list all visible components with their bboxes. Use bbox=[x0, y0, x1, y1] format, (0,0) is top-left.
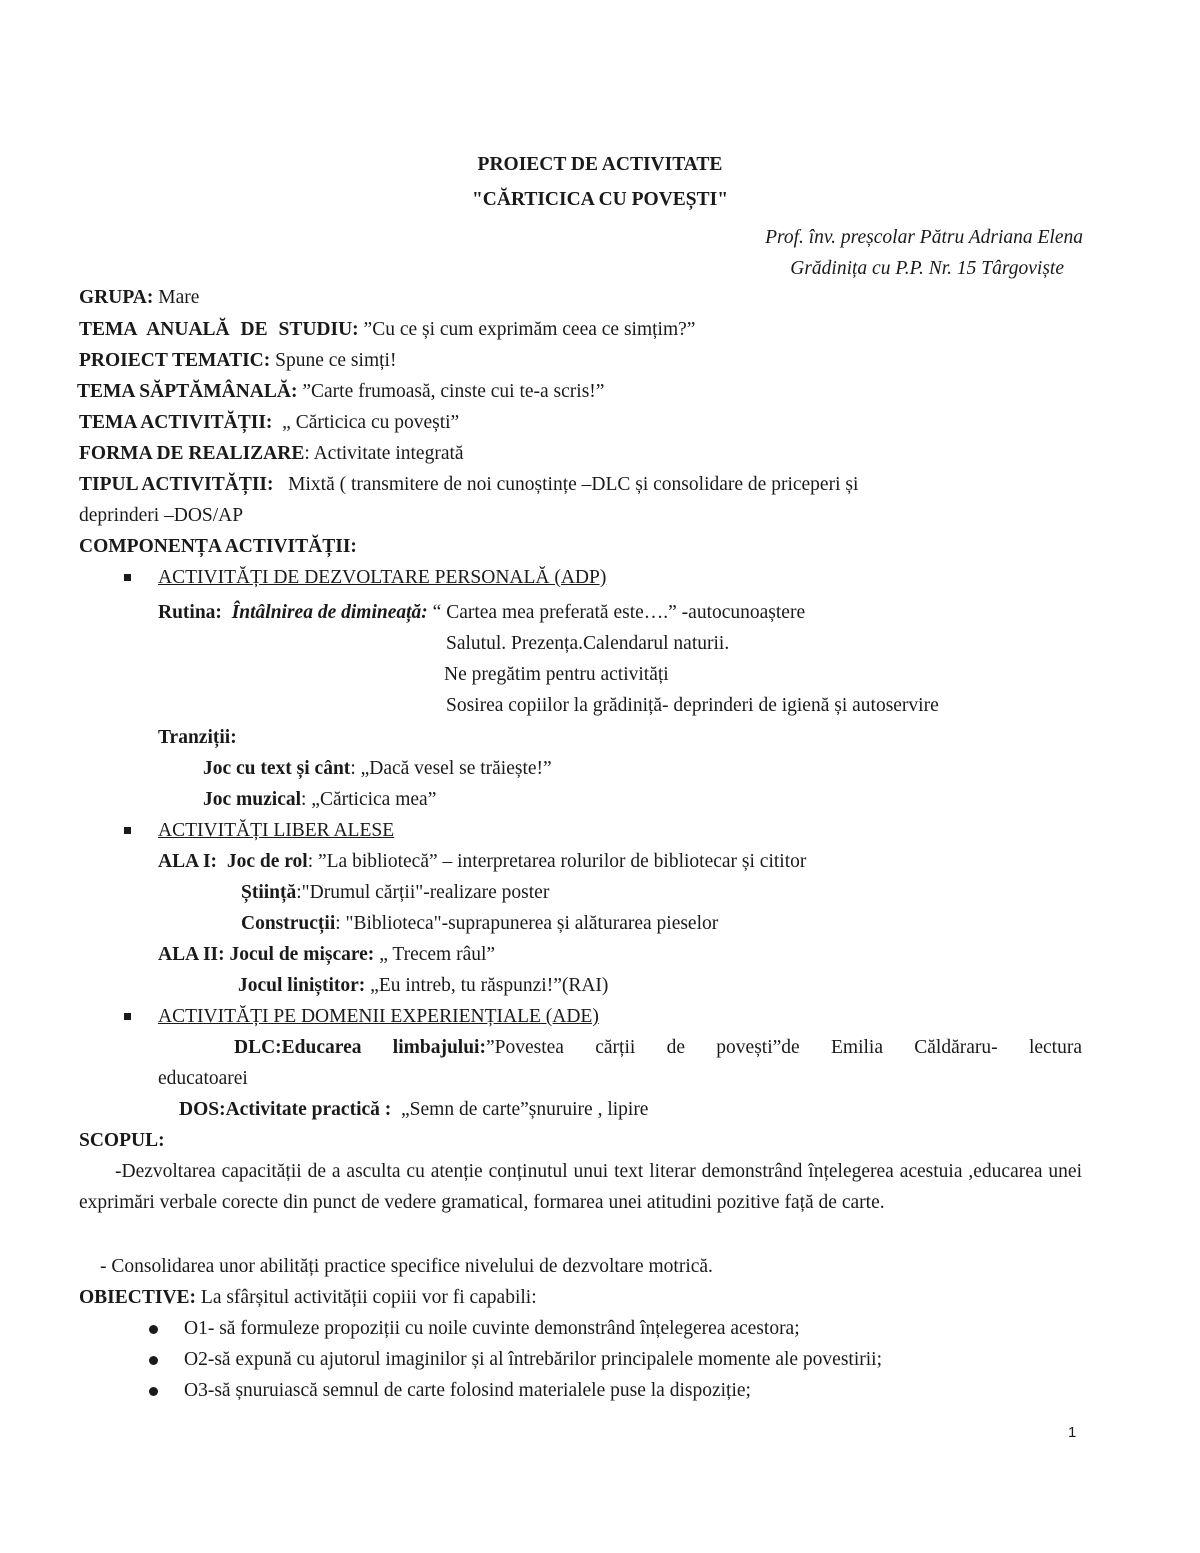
field-tipul-activitatii: TIPUL ACTIVITĂȚII: Mixtă ( transmitere de noi cunoștințe –DLC și consolidare de priceperi și bbox=[79, 474, 859, 495]
adp-rutina-line-4: Sosirea copiilor la grădiniță- deprinderi de igienă și autoservire bbox=[446, 695, 939, 716]
ala-1-joc-de-rol: ALA I: Joc de rol: ”La bibliotecă” – interpretarea rolurilor de bibliotecar și cititor bbox=[158, 851, 807, 872]
objective-item: O1- să formuleze propoziții cu noile cuvinte demonstrând înțelegerea acestora; bbox=[184, 1318, 800, 1339]
field-tipul-continuation: deprinderi –DOS/AP bbox=[79, 505, 244, 526]
ala-2-miscare: ALA II: Jocul de mișcare: „ Trecem râul” bbox=[158, 944, 496, 965]
adp-tranzitie-2: Joc muzical: „Cărticica mea” bbox=[203, 789, 437, 810]
ade-dos: DOS:Activitate practică : „Semn de carte”șnuruire , lipire bbox=[179, 1099, 649, 1120]
square-bullet-icon bbox=[124, 574, 131, 581]
objective-item: O3-să șnuruiască semnul de carte folosind materialele puse la dispoziție; bbox=[184, 1380, 751, 1401]
ala-1-stiinta: Știință:"Drumul cărții"-realizare poster bbox=[241, 882, 550, 903]
ade-dlc-continuation: educatoarei bbox=[158, 1068, 248, 1089]
obiective-label: OBIECTIVE: La sfârșitul activității copiii vor fi capabili: bbox=[79, 1287, 537, 1308]
author-name: Prof. înv. preșcolar Pătru Adriana Elena bbox=[765, 227, 1083, 248]
ade-dlc: DLC:Educarea limbajului:”Povestea cărții de povești”de Emilia Căldăraru- lectura bbox=[234, 1037, 1082, 1058]
adp-rutina-line-2: Salutul. Prezența.Calendarul naturii. bbox=[446, 633, 730, 654]
ala-2-linistitor: Jocul liniștitor: „Eu intreb, tu răspunzi!”(RAI) bbox=[238, 975, 609, 996]
section-ade-heading: ACTIVITĂȚI PE DOMENII EXPERIENȚIALE (ADE) bbox=[158, 1006, 599, 1027]
adp-rutina: Rutina: Întâlnirea de dimineață: “ Cartea mea preferată este….” -autocunoaștere bbox=[158, 602, 806, 623]
ala-1-constructii: Construcții: "Biblioteca"-suprapunerea și alăturarea pieselor bbox=[241, 913, 719, 934]
field-tema-activitatii: TEMA ACTIVITĂȚII: „ Cărticica cu povești” bbox=[79, 412, 460, 433]
school-name: Grădinița cu P.P. Nr. 15 Târgoviște bbox=[790, 258, 1064, 279]
field-tema-anuala: TEMA ANUALĂ DE STUDIU: ”Cu ce și cum exprimăm ceea ce simțim?” bbox=[79, 319, 696, 340]
scopul-label: SCOPUL: bbox=[79, 1130, 165, 1151]
field-componenta: COMPONENȚA ACTIVITĂȚII: bbox=[79, 536, 357, 557]
bullet-icon bbox=[149, 1325, 158, 1334]
field-proiect-tematic: PROIECT TEMATIC: Spune ce simți! bbox=[79, 350, 397, 371]
field-forma-realizare: FORMA DE REALIZARE: Activitate integrată bbox=[79, 443, 464, 464]
document-subtitle: "CĂRTICICA CU POVEȘTI" bbox=[471, 189, 729, 210]
bullet-icon bbox=[149, 1387, 158, 1396]
field-grupa: GRUPA: Mare bbox=[79, 287, 200, 308]
scopul-paragraph-1: -Dezvoltarea capacității de a asculta cu atenție conținutul unui text literar demonstrând înțelegerea acestuia ,educarea unei exprimări verbale corecte din punct de vedere gramatical, formarea unei atitudini pozitive față de carte. bbox=[79, 1161, 1082, 1213]
scopul-paragraph-2: - Consolidarea unor abilități practice specifice nivelului de dezvoltare motrică. bbox=[100, 1256, 713, 1277]
bullet-icon bbox=[149, 1356, 158, 1365]
field-tema-saptamanala: TEMA SĂPTĂMÂNALĂ: ”Carte frumoasă, cinste cui te-a scris!” bbox=[77, 381, 605, 402]
adp-tranzitii-label: Tranziții: bbox=[158, 727, 237, 748]
page-number: 1 bbox=[1068, 1424, 1077, 1441]
section-ala-heading: ACTIVITĂȚI LIBER ALESE bbox=[158, 820, 395, 841]
document-title: PROIECT DE ACTIVITATE bbox=[477, 154, 723, 175]
adp-tranzitie-1: Joc cu text și cânt: „Dacă vesel se trăiește!” bbox=[203, 758, 552, 779]
square-bullet-icon bbox=[124, 1013, 131, 1020]
section-adp-heading: ACTIVITĂȚI DE DEZVOLTARE PERSONALĂ (ADP) bbox=[158, 567, 607, 588]
adp-rutina-line-3: Ne pregătim pentru activități bbox=[444, 664, 669, 685]
objective-item: O2-să expună cu ajutorul imaginilor și al întrebărilor principalele momente ale povestirii; bbox=[184, 1349, 882, 1370]
square-bullet-icon bbox=[124, 827, 131, 834]
